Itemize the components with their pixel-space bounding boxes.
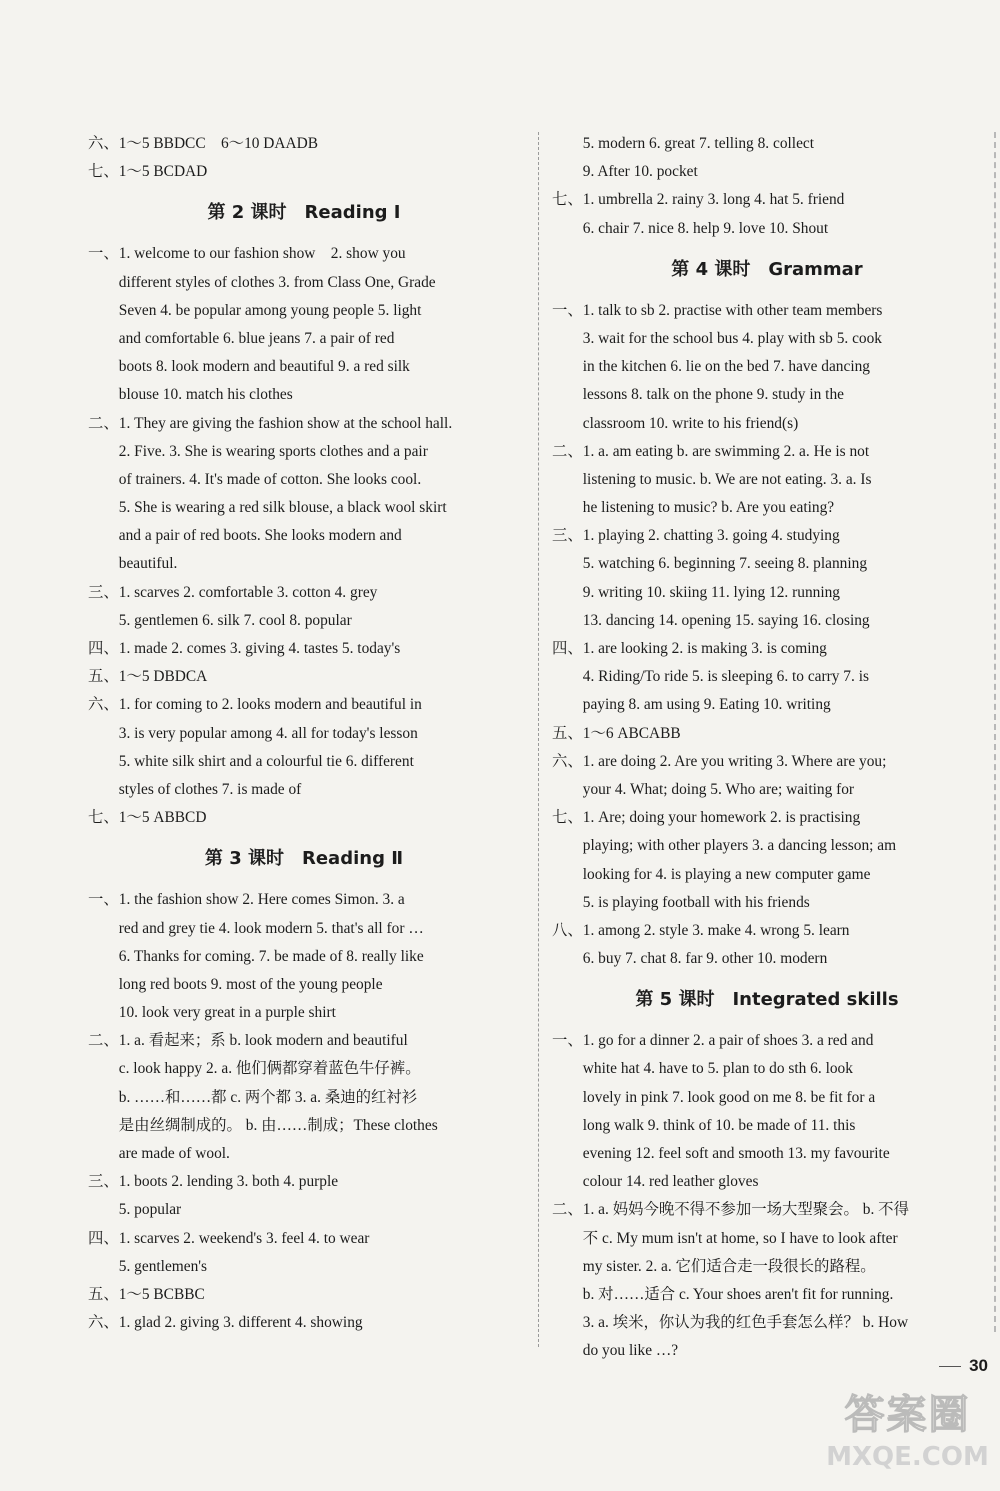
answer-line: 六、1. glad 2. giving 3. different 4. showing: [88, 1314, 363, 1332]
answer-line: 一、1. the fashion show 2. Here comes Simon. 3. a: [88, 891, 405, 909]
answer-line: and a pair of red boots. She looks modern and: [88, 527, 402, 545]
answer-line: lovely in pink 7. look good on me 8. be fit for a: [552, 1088, 876, 1106]
column-divider: [538, 132, 539, 1347]
answer-line: 5. watching 6. beginning 7. seeing 8. planning: [552, 555, 868, 573]
answer-line: 五、1～5 BCBBC: [88, 1285, 205, 1303]
answer-line: my sister. 2. a. 它们适合走一段很长的路程。: [552, 1257, 876, 1275]
watermark-title: 答案圈: [844, 1392, 971, 1438]
page-number: 30: [939, 1356, 988, 1376]
answer-line: 四、1. scarves 2. weekend's 3. feel 4. to wear: [88, 1229, 370, 1247]
answer-line: he listening to music? b. Are you eating?: [552, 499, 835, 517]
answer-line: do you like …?: [552, 1342, 679, 1360]
answer-line: 七、1～5 ABBCD: [88, 809, 207, 827]
answer-line: 5. white silk shirt and a colourful tie 6. different: [88, 752, 414, 770]
answer-line: 二、1. a. am eating b. are swimming 2. a. He is not: [552, 442, 870, 460]
answer-line: 二、1. They are giving the fashion show at the school hall.: [88, 414, 453, 432]
answer-line: 2. Five. 3. She is wearing sports clothes and a pair: [88, 442, 428, 460]
answer-line: 七、1. umbrella 2. rainy 3. long 4. hat 5. friend: [552, 191, 845, 209]
answer-line: 六、1. for coming to 2. looks modern and beautiful in: [88, 696, 422, 714]
answer-line: 5. is playing football with his friends: [552, 893, 810, 911]
left-column: [88, 130, 520, 1337]
answer-line: and comfortable 6. blue jeans 7. a pair of red: [88, 329, 395, 347]
answer-line: 五、1～6 ABCABB: [552, 724, 681, 742]
answer-line: 5. gentlemen's: [88, 1257, 208, 1275]
answer-line: 4. Riding/To ride 5. is sleeping 6. to carry 7. is: [552, 668, 869, 686]
answer-line: 10. look very great in a purple shirt: [88, 1004, 336, 1022]
answer-line: 六、1. are doing 2. Are you writing 3. Where are you;: [552, 752, 887, 770]
answer-line: evening 12. feel soft and smooth 13. my favourite: [552, 1145, 890, 1162]
section-title: 第 3 课时 Reading Ⅱ: [204, 848, 404, 870]
answer-line: c. look happy 2. a. 他们俩都穿着蓝色牛仔裤。: [88, 1060, 421, 1078]
answer-line: 9. After 10. pocket: [552, 163, 698, 181]
answer-line: 是由丝绸制成的。 b. 由……制成；These clothes: [88, 1116, 438, 1134]
answer-line: boots 8. look modern and beautiful 9. a red silk: [88, 358, 410, 376]
answer-line: 二、1. a. 看起来；系 b. look modern and beautiful: [88, 1032, 408, 1050]
answer-line: 三、1. playing 2. chatting 3. going 4. studying: [552, 527, 840, 545]
answer-line: 七、1. Are; doing your homework 2. is practising: [552, 809, 861, 827]
answer-line: your 4. What; doing 5. Who are; waiting for: [552, 780, 855, 798]
answer-line: 不 c. My mum isn't at home, so I have to look after: [552, 1229, 898, 1247]
answer-line: lessons 8. talk on the phone 9. study in the: [552, 386, 844, 404]
answer-line: 5. She is wearing a red silk blouse, a black wool skirt: [88, 499, 447, 517]
answer-line: Seven 4. be popular among young people 5. light: [88, 301, 422, 319]
page-edge-marks: [994, 132, 996, 1332]
answer-line: 5. popular: [88, 1201, 182, 1219]
section-title: 第 4 课时 Grammar: [671, 258, 863, 280]
answer-line: different styles of clothes 3. from Class One, Grade: [88, 273, 436, 291]
answer-line: 5. gentlemen 6. silk 7. cool 8. popular: [88, 611, 352, 629]
answer-line: long walk 9. think of 10. be made of 11. this: [552, 1116, 856, 1134]
answer-line: 5. modern 6. great 7. telling 8. collect: [552, 135, 815, 152]
answer-line: 一、1. welcome to our fashion show 2. show you: [88, 245, 406, 263]
answer-line: 六、1～5 BBDCC 6～10 DAADB: [88, 135, 319, 152]
watermark-logo: [820, 1390, 995, 1485]
answer-line: in the kitchen 6. lie on the bed 7. have dancing: [552, 358, 870, 376]
answer-line: 6. chair 7. nice 8. help 9. love 10. Shout: [552, 219, 829, 237]
section-title: 第 5 课时 Integrated skills: [635, 989, 899, 1011]
answer-line: b. 对……适合 c. Your shoes aren't fit for running.: [552, 1285, 894, 1303]
answer-line: 9. writing 10. skiing 11. lying 12. running: [552, 583, 841, 601]
answer-line: 一、1. go for a dinner 2. a pair of shoes 3. a red and: [552, 1032, 874, 1050]
answer-line: 三、1. boots 2. lending 3. both 4. purple: [88, 1173, 339, 1191]
answer-line: 3. wait for the school bus 4. play with sb 5. cook: [552, 329, 883, 347]
answer-line: 13. dancing 14. opening 15. saying 16. closing: [552, 611, 870, 629]
answer-line: blouse 10. match his clothes: [88, 386, 293, 404]
answer-line: white hat 4. have to 5. plan to do sth 6. look: [552, 1060, 853, 1078]
answer-line: long red boots 9. most of the young people: [88, 975, 383, 993]
answer-line: 二、1. a. 妈妈今晚不得不参加一场大型聚会。 b. 不得: [552, 1201, 909, 1219]
answer-line: 七、1～5 BCDAD: [88, 163, 208, 181]
answer-line: playing; with other players 3. a dancing lesson; am: [552, 837, 897, 855]
answer-line: 四、1. made 2. comes 3. giving 4. tastes 5. today's: [88, 640, 401, 657]
answer-line: 3. is very popular among 4. all for today's lesson: [88, 724, 418, 742]
answer-line: looking for 4. is playing a new computer game: [552, 865, 871, 883]
answer-line: beautiful.: [88, 555, 178, 573]
right-column: [552, 130, 982, 1366]
answer-line: 五、1～5 DBDCA: [88, 668, 208, 686]
answer-line: colour 14. red leather gloves: [552, 1173, 759, 1191]
answer-line: 八、1. among 2. style 3. make 4. wrong 5. learn: [552, 921, 850, 939]
answer-line: of trainers. 4. It's made of cotton. She looks cool.: [88, 470, 422, 488]
answer-line: are made of wool.: [88, 1145, 230, 1162]
answer-line: classroom 10. write to his friend(s): [552, 414, 799, 432]
answer-line: 6. Thanks for coming. 7. be made of 8. really like: [88, 947, 424, 965]
watermark-url: MXQE.COM: [826, 1442, 989, 1472]
answer-line: 四、1. are looking 2. is making 3. is coming: [552, 640, 827, 657]
answer-line: paying 8. am using 9. Eating 10. writing: [552, 696, 831, 714]
answer-line: red and grey tie 4. look modern 5. that's all for …: [88, 919, 424, 937]
answer-line: 3. a. 埃米，你认为我的红色手套怎么样？ b. How: [552, 1314, 909, 1332]
answer-line: 三、1. scarves 2. comfortable 3. cotton 4. grey: [88, 583, 378, 601]
section-title: 第 2 课时 Reading Ⅰ: [207, 202, 401, 224]
answer-line: b. ……和……都 c. 两个都 3. a. 桑迪的红衬衫: [88, 1088, 418, 1106]
answer-line: 6. buy 7. chat 8. far 9. other 10. modern: [552, 950, 828, 968]
answer-line: 一、1. talk to sb 2. practise with other team members: [552, 301, 883, 319]
answer-line: listening to music. b. We are not eating. 3. a. Is: [552, 470, 872, 488]
answer-line: styles of clothes 7. is made of: [88, 780, 302, 798]
